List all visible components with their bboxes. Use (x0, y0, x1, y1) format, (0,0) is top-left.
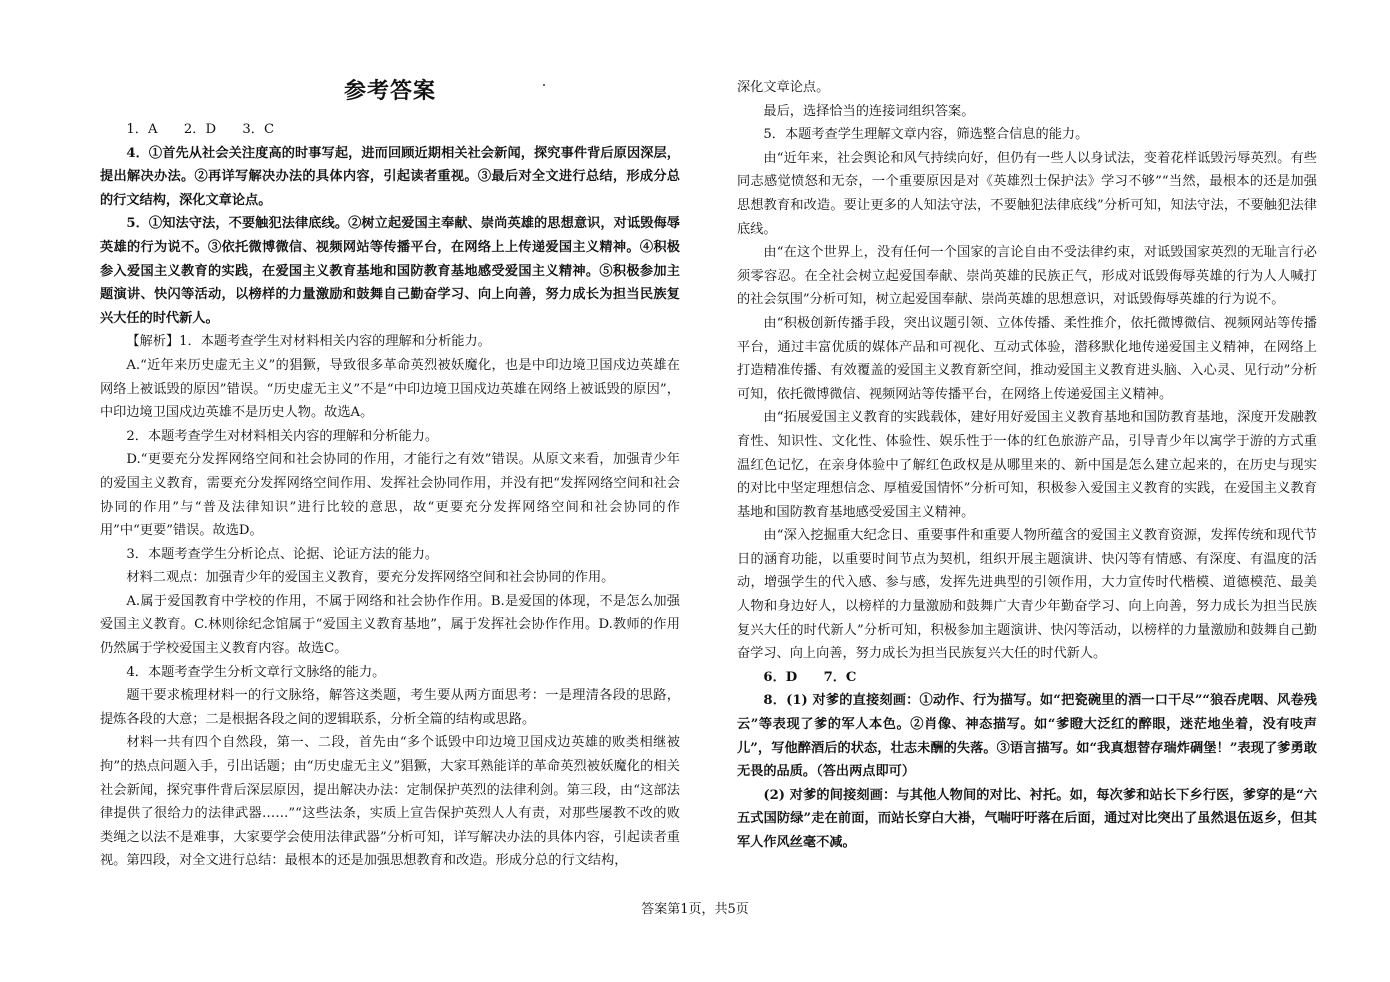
paragraph: 由“近年来，社会舆论和风气持续向好，但仍有一些人以身试法，变着花样诋毁污辱英烈。有些同志感觉愤怒和无奈，一个重要原因是对《英雄烈士保护法》学习不够”“当然，最根本的还是加强思想教育和改造。要让更多的人知法守法，不要触犯法律底线”分析可知，知法守法，不要触犯法律底线。 (737, 150, 1317, 237)
left-paragraphs (100, 118, 680, 873)
paragraph: 【解析】1．本题考查学生对材料相关内容的理解和分析能力。 (126, 334, 491, 350)
paragraph: 4．本题考查学生分析文章行文脉络的能力。 (126, 664, 386, 680)
page-title: 参考答案 (343, 78, 436, 104)
paragraph: 由“拓展爱国主义教育的实践载体，建好用好爱国主义教育基地和国防教育基地，深度开发融教育性、知识性、文化性、体验性、娱乐性于一体的红色旅游产品，引导青少年以寓学于游的方式重温红色记忆，在亲身体验中了解红色政权是从哪里来的、新中国是怎么建立起来的，在历史与现实的对比中坚定理想信念、厚植爱国情怀”分析可知，积极参入爱国主义教育的实践，在爱国主义教育基地和国防教育基地感受爱国主义精神。 (737, 410, 1317, 520)
right-column (737, 76, 1317, 855)
paragraph: 由“在这个世界上，没有任何一个国家的言论自由不受法律约束，对诋毁国家英烈的无耻言行必须零容忍。在全社会树立起爱国奉献、崇尚英雄的民族正气，形成对诋毁侮辱英雄的行为人人喊打的社会氛围”分析可知，树立起爱国奉献、崇尚英雄的思想意识，对诋毁侮辱英雄的行为说不。 (737, 245, 1317, 308)
paragraph: 深化文章论点。 (737, 80, 830, 95)
paragraph: (2) 对爹的间接刻画：与其他人物间的对比、衬托。如，每次爹和站长下乡行医，爹穿的是“六五式国防绿”走在前面，而站长穿白大褂，气喘吁吁落在后面，通过对比突出了虽然退伍返乡，但其军人作风丝毫不减。 (737, 787, 1317, 850)
paragraph: 2．本题考查学生对材料相关内容的理解和分析能力。 (126, 428, 439, 444)
paragraph: 最后，选择恰当的连接词组织答案。 (763, 103, 975, 119)
paragraph: 3．本题考查学生分析论点、论据、论证方法的能力。 (126, 546, 439, 562)
left-column (100, 72, 680, 873)
paragraph: A.属于爱国教育中学校的作用，不属于网络和社会协作作用。B.是爱国的体现，不是怎么加强爱国主义教育。C.林则徐纪念馆属于“爱国主义教育基地”，属于发挥社会协作作用。D.教师的作用仍然属于学校爱国主义教育内容。故选C。 (100, 593, 680, 657)
paragraph: 5．本题考查学生理解文章内容，筛选整合信息的能力。 (763, 127, 1089, 143)
right-paragraphs (737, 76, 1317, 855)
paragraph: 材料二观点：加强青少年的爱国主义教育，要充分发挥网络空间和社会协同的作用。 (126, 570, 615, 586)
paragraph: D.“更要充分发挥网络空间和社会协同的作用，才能行之有效”错误。从原文来看，加强青少年的爱国主义教育，需要充分发挥网络空间作用、发挥社会协同作用，并没有把“发挥网络空间和社会协同的作用”与“普及法律知识”进行比较的意思，故“更要充分发挥网络空间和社会协同的作用”中“更要”错误。故选D。 (100, 452, 680, 539)
paragraph: 由“深入挖掘重大纪念日、重要事件和重要人物所蕴含的爱国主义教育资源，发挥传统和现代节日的涵育功能，以重要时间节点为契机，组织开展主题演讲、快闪等有情感、有深度、有温度的活动，增强学生的代入感、参与感，发挥先进典型的引领作用，大力宣传时代楷模、道德模范、最美人物和身边好人，以榜样的力量激励和鼓舞广大青少年勤奋学习、向上向善，努力成长为担当民族复兴大任的时代新人”分析可知，积极参加主题演讲、快闪等活动，以榜样的力量激励和鼓舞自己勤奋学习、向上向善，努力成长为担当民族复兴大任的时代新人。 (737, 528, 1317, 662)
paragraph: 材料一共有四个自然段，第一、二段，首先由“多个诋毁中印边境卫国戍边英雄的败类相继被拘”的热点问题入手，引出话题；由“历史虚无主义”猖獗，大家耳熟能详的革命英烈被妖魔化的相关社会新闻，探究事件背后深层原因，提出解决办法：定制保护英烈的法律利剑。第三段，由“这部法律提供了很给力的法律武器……”“这些法条，实质上宣告保护英烈人人有责，对那些屡教不改的败类绳之以法不是难事，大家要学会使用法律武器”分析可知，详写解决办法的具体内容，引起读者重视。第四段，对全文进行总结：最根本的还是加强思想教育和改造。形成分总的行文结构， (100, 735, 680, 869)
paragraph: A.“近年来历史虚无主义”的猖獗，导致很多革命英烈被妖魔化，也是中印边境卫国戍边英雄在网络上被诋毁的原因”错误。“历史虚无主义”不是“中印边境卫国戍边英雄在网络上被诋毁的原因”，中印边境卫国戍边英雄不是历史人物。故选A。 (100, 357, 680, 421)
paragraph: 5．①知法守法，不要触犯法律底线。②树立起爱国主奉献、崇尚英雄的思想意识，对诋毁侮辱英雄的行为说不。③依托微博微信、视频网站等传播平台，在网络上上传递爱国主义精神。④积极参入爱国主义教育的实践，在爱国主义教育基地和国防教育基地感受爱国主义精神。⑤积极参加主题演讲、快闪等活动，以榜样的力量激励和鼓舞自己勤奋学习、向上向善，努力成长为担当民族复兴大任的时代新人。 (100, 216, 680, 326)
paragraph: 8．(1) 对爹的直接刻画：①动作、行为描写。如“把瓷碗里的酒一口干尽”“狼吞虎咽、风卷残云”等表现了爹的军人本色。②肖像、神态描写。如“爹瞪大泛红的醉眼，迷茫地坐着，没有吱声儿”，写他醉酒后的状态，壮志未酬的失落。③语言描写。如“我真想替存瑞炸碉堡！”表现了爹勇敢无畏的品质。（答出两点即可） (737, 693, 1317, 780)
paragraph: 题干要求梳理材料一的行文脉络，解答这类题，考生要从两方面思考：一是理清各段的思路，提炼各段的大意；二是根据各段之间的逻辑联系，分析全篇的结构或思路。 (100, 688, 680, 727)
page-footer: 答案第1页，共5页 (641, 902, 749, 917)
paragraph: 6．D 7．C (763, 669, 857, 685)
paragraph: 4．①首先从社会关注度高的时事写起，进而回顾近期相关社会新闻，探究事件背后原因深层，提出解决办法。②再详写解决办法的具体内容，引起读者重视。③最后对全文进行总结，形成分总的行文结构，深化文章论点。 (100, 145, 680, 208)
paragraph: 由“积极创新传播手段，突出议题引领、立体传播、柔性推介，依托微博微信、视频网站等传播平台，通过丰富优质的媒体产品和可视化、互动式体验，潜移默化地传递爱国主义精神，在网络上打造精准传播、有效覆盖的爱国主义教育新空间，推动爱国主义教育进头脑、入心灵、见行动”分析可知，依托微博微信、视频网站等传播平台，在网络上传递爱国主义精神。 (737, 315, 1317, 402)
paragraph: 1．A 2．D 3．C (126, 122, 275, 137)
